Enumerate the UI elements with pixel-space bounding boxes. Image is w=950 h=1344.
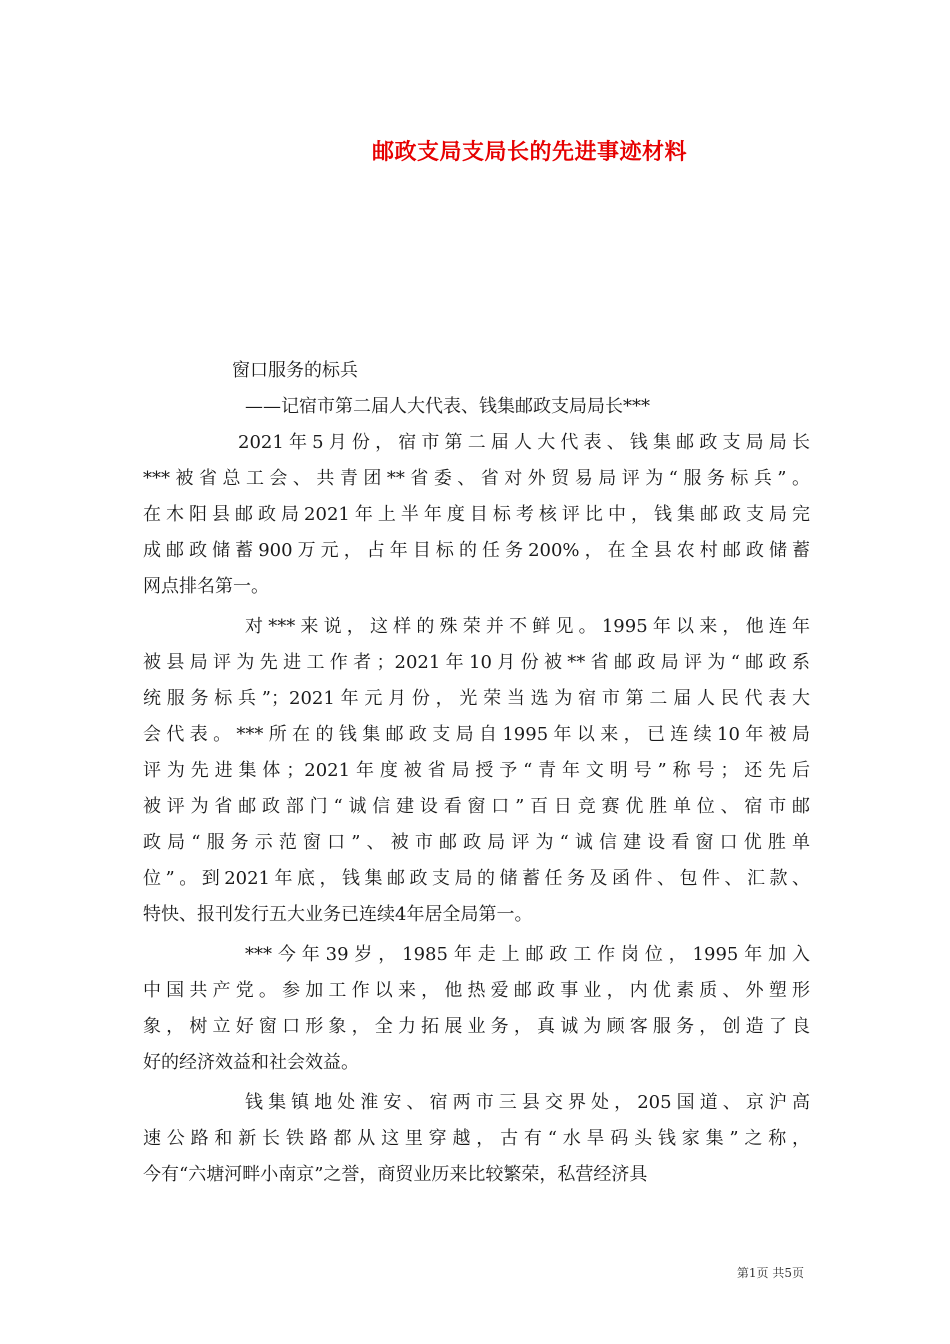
paragraph-line: 位”。到2021年底，钱集邮政支局的储蓄任务及函件、包件、汇款、 <box>143 868 810 889</box>
document-title: 邮政支局支局长的先进事迹材料 <box>372 139 688 165</box>
paragraph-line: 速公路和新长铁路都从这里穿越，古有“水旱码头钱家集”之称， <box>143 1128 810 1149</box>
paragraph-line: 网点排名第一。 <box>143 576 269 597</box>
paragraph-line: 象，树立好窗口形象，全力拓展业务，真诚为顾客服务，创造了良 <box>143 1016 810 1037</box>
paragraph <box>143 937 810 1081</box>
document-body <box>143 353 810 1193</box>
paragraph <box>143 425 810 605</box>
paragraph-line: 中国共产党。参加工作以来，他热爱邮政事业，内优素质、外塑形 <box>143 980 810 1001</box>
paragraphs-container <box>143 425 810 1193</box>
paragraph-line: 特快、报刊发行五大业务已连续4年居全局第一。 <box>143 904 533 925</box>
paragraph-line: 2021年5月份，宿市第二届人大代表、钱集邮政支局局长 <box>238 432 810 453</box>
paragraph-line: 成邮政储蓄900万元，占年目标的任务200%，在全县农村邮政储蓄 <box>143 540 810 561</box>
paragraph-line: 钱集镇地处淮安、宿两市三县交界处，205国道、京沪高 <box>245 1092 810 1113</box>
paragraph-line: 好的经济效益和社会效益。 <box>143 1052 359 1073</box>
paragraph-line: 对***来说，这样的殊荣并不鲜见。1995年以来，他连年 <box>245 616 810 637</box>
section-subheading: ——记宿市第二届人大代表、钱集邮政支局局长*** <box>245 396 650 417</box>
paragraph-line: 会代表。***所在的钱集邮政支局自1995年以来，已连续10年被局 <box>143 724 810 745</box>
paragraph-line: 统服务标兵”；2021年元月份，光荣当选为宿市第二届人民代表大 <box>143 688 810 709</box>
paragraph-line: 在木阳县邮政局2021年上半年度目标考核评比中，钱集邮政支局完 <box>143 504 810 525</box>
paragraph <box>143 1085 810 1193</box>
paragraph-line: 评为先进集体；2021年度被省局授予“青年文明号”称号；还先后 <box>143 760 810 781</box>
paragraph-line: 被评为省邮政部门“诚信建设看窗口”百日竞赛优胜单位、宿市邮 <box>143 796 810 817</box>
paragraph-line: 今有“六塘河畔小南京”之誉，商贸业历来比较繁荣，私营经济具 <box>143 1164 648 1185</box>
paragraph-line: ***今年39岁，1985年走上邮政工作岗位，1995年加入 <box>245 944 810 965</box>
paragraph-line: 政局“服务示范窗口”、被市邮政局评为“诚信建设看窗口优胜单 <box>143 832 810 853</box>
paragraph-line: ***被省总工会、共青团**省委、省对外贸易局评为“服务标兵”。 <box>143 468 810 489</box>
paragraph <box>143 609 810 933</box>
paragraph-line: 被县局评为先进工作者；2021年10月份被**省邮政局评为“邮政系 <box>143 652 810 673</box>
page-number-footer: 第1页 共5页 <box>736 1266 804 1280</box>
section-heading: 窗口服务的标兵 <box>232 360 358 381</box>
